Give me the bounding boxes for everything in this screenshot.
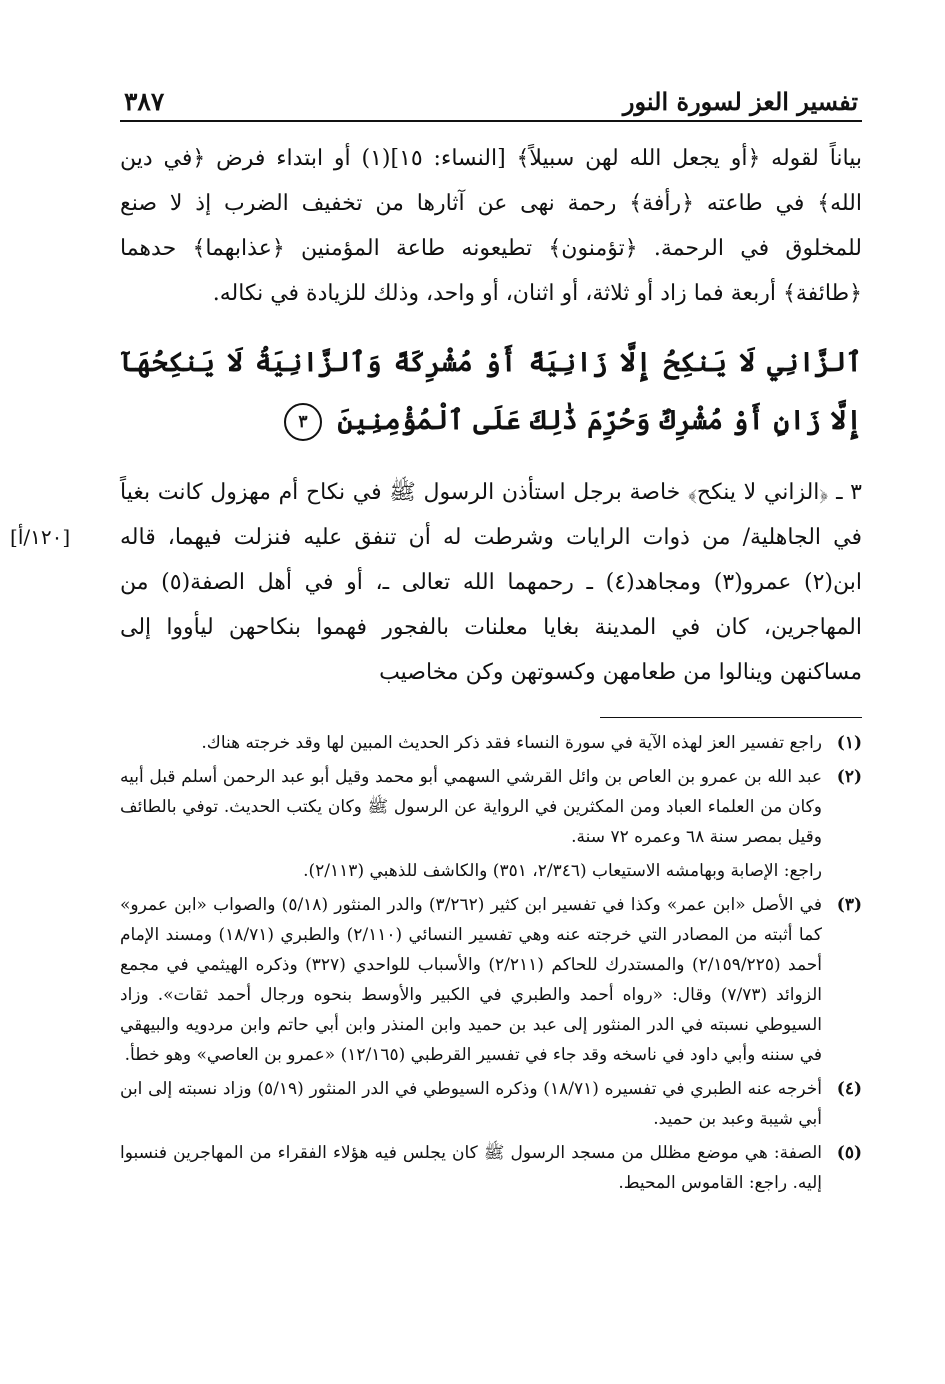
verse-number-marker: ٣ [284, 403, 322, 441]
footnotes [120, 728, 862, 1198]
page-number: ٣٨٧ [124, 87, 165, 116]
footnote-3 [120, 890, 862, 1070]
footnote-4 [120, 1074, 862, 1134]
footnote-separator [600, 717, 862, 718]
footnote-5 [120, 1138, 862, 1198]
footnote-number: (٥) [836, 1143, 862, 1163]
quran-verse-block [120, 334, 862, 450]
running-title: تفسير العز لسورة النور [622, 87, 858, 116]
footnote-number: (٤) [836, 1079, 862, 1099]
footnote-2 [120, 762, 862, 852]
manuscript-folio-note: [١٢٠/أ] [10, 525, 71, 549]
book-page [10, 80, 863, 1202]
main-text [10, 136, 863, 695]
footnote-2-reference [120, 856, 862, 886]
quran-verse: ٱلزَّانِي لَا يَنكِحُ إِلَّا زَانِيَةً أَوْ مُشْرِكَةً وَٱلزَّانِيَةُ لَا يَنكِحُهَآ إِلَّا زَانٍ أَوْ مُشْرِكٌ وَحُرِّمَ ذَٰلِكَ عَلَى ٱلْمُؤْمِنِينَ [120, 347, 862, 436]
footnote-text: راجع تفسير العز لهذه الآية في سورة النساء فقد ذكر الحديث المبين لها وقد خرجته هناك. [201, 733, 822, 753]
paragraph-2-wrap [10, 470, 862, 695]
paragraph-2: ٣ ـ ﴿الزاني لا ينكح﴾ خاصة برجل استأذن الرسول ﷺ في نكاح أم مهزول كانت بغياً في الجاهلية/ من ذوات الرايات وشرطت له أن تنفق عليه فنزلت فيهما، قاله ابن(٢) عمرو(٣) ومجاهد(٤) ـ رحمهما الله تعالى ـ، أو في أهل الصفة(٥) من المهاجرين، كان في المدينة بغايا معلنات بالفجور فهموا بنكاحهن ليأووا إلى مساكنهن وينالوا من طعامهن وكسوتهن وكن مخاصيب [120, 480, 862, 685]
footnote-number: (٢) [836, 767, 862, 787]
footnote-1 [120, 728, 862, 758]
footnote-text: أخرجه عنه الطبري في تفسيره (١٨/٧١) وذكره السيوطي في الدر المنثور (٥/١٩) وزاد نسبته إلى ابن أبي شيبة وعبد بن حميد. [120, 1079, 823, 1129]
page-header [120, 80, 862, 122]
footnote-text: الصفة: هي موضع مظلل من مسجد الرسول ﷺ كان يجلس فيه هؤلاء الفقراء من المهاجرين فنسبوا إليه. راجع: القاموس المحيط. [120, 1143, 822, 1193]
footnote-number: (١) [836, 733, 862, 753]
footnote-number: (٣) [836, 895, 862, 915]
footnote-text: عبد الله بن عمرو بن العاص بن وائل القرشي السهمي أبو محمد وقيل أبو عبد الرحمن أسلم قبل أبيه وكان من العلماء العباد ومن المكثرين في الرواية عن الرسول ﷺ وكان يكتب الحديث. توفي بالطائف وقيل بمصر سنة ٦٨ وعمره ٧٢ سنة. [120, 767, 822, 847]
footnote-text: في الأصل «ابن عمر» وكذا في تفسير ابن كثير (٣/٢٦٢) والدر المنثور (٥/١٨) والصواب «ابن عمرو» كما أثبته من المصادر التي خرجته عنه وهي تفسير النسائي (٢/١١٠) والطبري (١٨/٧١) ومسند الإمام أحمد (٢/١٥٩/٢٢٥) والمستدرك للحاكم (٢/٢١١) والأسباب للواحدي (٣٢٧) وذكره الهيثمي في مجمع الزوائد (٧/٧٣) وقال: «رواه أحمد والطبري في الكبير والأوسط بنحوه ورجال أحمد ثقات». وزاد السيوطي نسبته في الدر المنثور إلى عبد بن حميد وابن المنذر وابن أبي حاتم وابن مردويه والبيهقي في سننه وأبي داود في ناسخه وقد جاء في تفسير القرطبي (١٢/١٦٥) «عمرو بن العاصي» وهو خطأ. [120, 895, 823, 1065]
paragraph-1: بياناً لقوله ﴿أو يجعل الله لهن سبيلاً﴾ [النساء: ١٥](١) أو ابتداء فرض ﴿في دين الله﴾ في طاعته ﴿رأفة﴾ رحمة نهى عن آثارها من تخفيف الضرب إذ لا صنع للمخلوق في الرحمة. ﴿تؤمنون﴾ تطيعونه طاعة المؤمنين ﴿عذابهما﴾ حدهما ﴿طائفة﴾ أربعة فما زاد أو ثلاثة، أو اثنان، أو واحد، وذلك للزيادة في نكاله. [120, 146, 863, 306]
footnote-text: راجع: الإصابة وبهامشه الاستيعاب (٢/٣٤٦، ٣٥١) والكاشف للذهبي (٢/١١٣). [303, 861, 822, 881]
